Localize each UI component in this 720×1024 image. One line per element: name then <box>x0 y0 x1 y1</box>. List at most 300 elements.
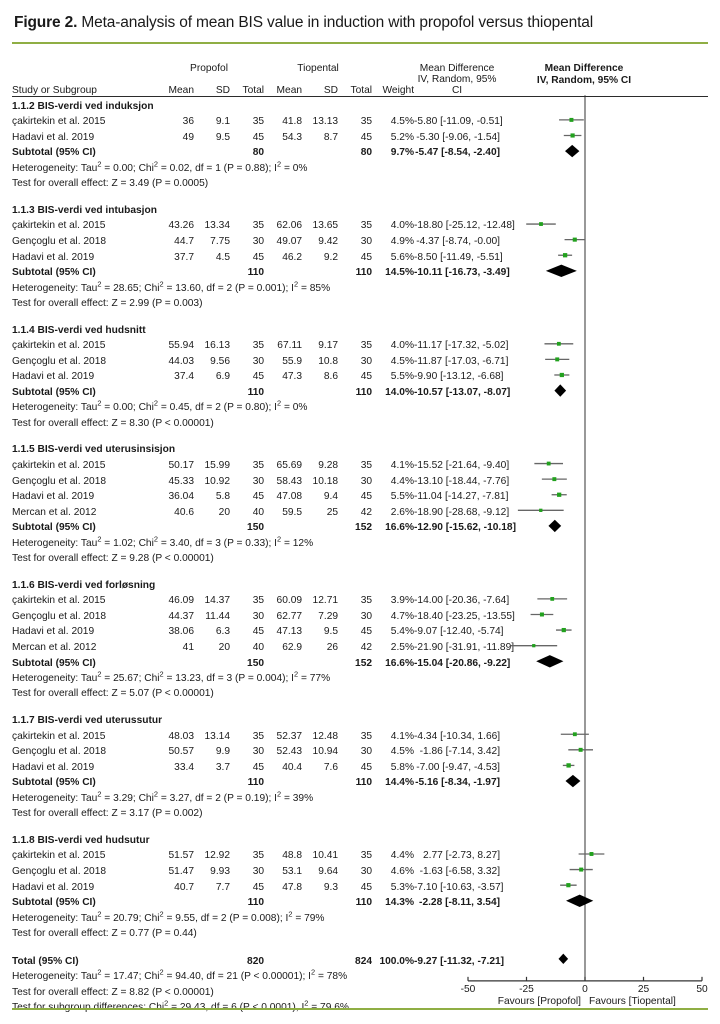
subtotal-mean-difference: -2.28 [-8.11, 3.54] <box>419 897 501 909</box>
study-sd-tiopental: 12.48 <box>312 730 339 742</box>
subgroup-label: 1.1.7 BIS-verdi ved uterussutur <box>12 715 163 727</box>
study-total-propofol: 35 <box>252 730 265 742</box>
study-sd-tiopental: 10.18 <box>312 475 339 487</box>
effect-estimate-marker <box>562 628 566 632</box>
study-mean-difference: -9.90 [-13.12, -6.68] <box>414 371 504 383</box>
subgroup-overall-effect-1.1.3 <box>12 294 500 309</box>
subtotal-total-tiopental: 152 <box>355 522 373 534</box>
study-mean-propofol: 44.03 <box>168 355 194 367</box>
table-row <box>12 487 500 503</box>
table-column-header-row <box>12 74 500 96</box>
study-total-tiopental: 35 <box>360 340 373 352</box>
subtotal-row <box>12 893 500 909</box>
column-header-study: Study or Subgroup <box>12 84 97 96</box>
spacer-cell <box>12 699 500 710</box>
study-mean-tiopental: 46.2 <box>282 251 303 263</box>
subtotal-row <box>12 773 500 789</box>
study-total-tiopental: 45 <box>360 491 373 503</box>
subgroup-overall-effect-1.1.2 <box>12 174 500 189</box>
study-sd-tiopental: 9.2 <box>323 251 339 263</box>
study-total-propofol: 45 <box>252 491 265 503</box>
group-header-propofol: Propofol <box>190 62 228 74</box>
study-mean-propofol: 44.37 <box>168 610 194 622</box>
study-total-propofol: 35 <box>252 459 265 471</box>
column-header-weight: Weight <box>382 84 415 96</box>
subtotal-mean-difference: -15.04 [-20.86, -9.22] <box>414 657 511 669</box>
effect-estimate-marker <box>555 357 559 361</box>
study-sd-tiopental: 9.64 <box>318 865 339 877</box>
study-mean-tiopental: 58.43 <box>276 475 303 487</box>
total-subgroup-differences-text: $^2$ $^2$ <box>164 998 309 1008</box>
study-mean-difference: -15.52 [-21.64, -9.40] <box>414 459 510 471</box>
forest-table-panel <box>12 62 516 1014</box>
study-mean-tiopental: 62.06 <box>276 220 303 232</box>
study-sd-propofol: 20 <box>218 506 230 518</box>
forest-plot-panel <box>460 62 708 1007</box>
effect-estimate-marker <box>557 492 561 496</box>
study-mean-propofol: 48.03 <box>168 730 194 742</box>
subtotal-total-tiopental: 110 <box>355 267 373 279</box>
column-header-sd-propofol: SD <box>215 84 230 96</box>
table-group-header-row <box>12 63 500 74</box>
study-mean-propofol: 43.26 <box>168 220 194 232</box>
study-total-tiopental: 30 <box>360 236 373 248</box>
study-mean-difference: -18.80 [-25.12, -12.48] <box>414 220 515 232</box>
subgroup-overall-effect-1.1.6 <box>12 684 500 699</box>
subtotal-sd-propofol <box>194 653 230 669</box>
study-sd-propofol: 9.1 <box>215 116 230 128</box>
study-sd-tiopental: 26 <box>326 642 339 654</box>
table-row <box>12 637 500 653</box>
subtotal-mean-propofol <box>154 143 194 159</box>
study-sd-propofol: 12.92 <box>204 850 230 862</box>
subtotal-mean-propofol <box>154 653 194 669</box>
table-spacer-row <box>12 699 500 710</box>
study-mean-propofol: 36.04 <box>168 491 194 503</box>
table-row <box>12 742 500 758</box>
study-mean-difference: -7.00 [-9.47, -4.53] <box>416 761 501 773</box>
effect-estimate-marker <box>532 644 535 647</box>
study-mean-propofol: 44.7 <box>174 236 194 248</box>
study-mean-propofol: 38.06 <box>168 626 194 638</box>
study-sd-tiopental: 9.4 <box>323 491 339 503</box>
plot-header-mean-difference: Mean Difference <box>544 62 624 74</box>
figure-label: Figure 2. <box>14 14 78 31</box>
study-sd-propofol: 9.9 <box>215 746 230 758</box>
bottom-divider <box>12 1008 708 1010</box>
subtotal-label: Subtotal (95% CI) <box>12 657 96 669</box>
subgroup-heterogeneity-1.1.7 <box>12 788 500 803</box>
spacer-cell <box>12 189 500 200</box>
study-weight: 4.4% <box>390 850 415 862</box>
study-mean-propofol: 45.33 <box>168 475 194 487</box>
effect-estimate-marker <box>560 372 564 376</box>
table-row <box>12 127 500 143</box>
study-mean-tiopental: 62.77 <box>276 610 303 622</box>
effect-estimate-marker <box>539 222 543 226</box>
total-heterogeneity-text: Heterogeneity: Tau$^2$ = 17.47; Chi$^2$ = 94.40, df = 21 (P < 0.00001); $I^2 = 78\%$ <box>12 967 348 983</box>
table-row <box>12 622 500 638</box>
forest-table-body <box>12 96 516 1013</box>
total-total-tiopental: 824 <box>355 955 373 967</box>
study-name: Hadavi et al. 2019 <box>12 251 95 263</box>
subtotal-label: Subtotal (95% CI) <box>12 386 96 398</box>
study-total-tiopental: 45 <box>360 626 373 638</box>
subgroup-overall-effect-1.1.5 <box>12 549 500 564</box>
study-total-propofol: 40 <box>252 642 265 654</box>
study-name: çakirtekin et al. 2015 <box>12 459 106 471</box>
study-total-propofol: 45 <box>252 626 265 638</box>
subtotal-sd-tiopental <box>302 382 338 398</box>
total-subgroup-differences <box>12 998 500 1013</box>
subtotal-label: Subtotal (95% CI) <box>12 147 96 159</box>
study-mean-propofol: 49 <box>182 131 194 143</box>
favours-propofol-label: Favours [Propofol] <box>497 995 581 1007</box>
effect-estimate-marker <box>563 253 567 257</box>
subtotal-effect-diamond <box>546 264 577 276</box>
study-mean-difference: -9.07 [-12.40, -5.74] <box>414 626 504 638</box>
axis-tick-label-50: 50 <box>696 983 708 995</box>
forest-table <box>12 62 516 1014</box>
study-sd-propofol: 9.56 <box>210 355 230 367</box>
subtotal-mean-tiopental <box>264 773 302 789</box>
study-name: Mercan et al. 2012 <box>12 506 97 518</box>
effect-estimate-marker <box>569 118 573 122</box>
favours-tiopental-label: Favours [Tiopental] <box>589 995 676 1007</box>
study-sd-propofol: 16.13 <box>204 340 230 352</box>
study-mean-tiopental: 59.5 <box>282 506 303 518</box>
study-total-tiopental: 45 <box>360 761 373 773</box>
subtotal-weight: 16.6% <box>385 522 415 534</box>
subgroup-heterogeneity-1.1.7-text: Heterogeneity: Tau$^2$ = 3.29; Chi$^2$ = 3.27, df = 2 (P = 0.19); $I^2 = 39\%$ <box>12 789 314 804</box>
study-mean-tiopental: 52.37 <box>276 730 303 742</box>
subtotal-effect-diamond <box>548 519 561 531</box>
axis-tick-label--50: -50 <box>460 983 476 995</box>
subtotal-total-propofol: 150 <box>247 657 265 669</box>
study-total-propofol: 30 <box>252 746 265 758</box>
study-weight: 2.6% <box>390 506 415 518</box>
study-weight: 5.4% <box>390 626 415 638</box>
subtotal-mean-propofol <box>154 893 194 909</box>
plot-header-block <box>460 63 708 86</box>
study-name: Gençoglu et al. 2018 <box>12 610 107 622</box>
subtotal-effect-diamond <box>566 894 593 906</box>
effect-estimate-marker <box>539 508 542 511</box>
subtotal-effect-diamond <box>554 384 566 396</box>
subtotal-total-tiopental: 80 <box>360 147 373 159</box>
subtotal-total-propofol: 110 <box>247 897 265 909</box>
subgroup-overall-effect-1.1.8-text: Test for overall effect: Z = 0.77 (P = 0.44) <box>12 927 197 939</box>
study-total-propofol: 40 <box>252 506 265 518</box>
spacer-cell <box>12 429 500 440</box>
effect-estimate-marker <box>573 732 577 736</box>
subgroup-header-1.1.7 <box>12 710 500 726</box>
table-row <box>12 216 500 232</box>
study-weight: 4.7% <box>390 610 415 622</box>
study-mean-tiopental: 60.09 <box>276 595 303 607</box>
subtotal-sd-propofol <box>194 143 230 159</box>
subgroup-label: 1.1.2 BIS-verdi ved induksjon <box>12 100 154 112</box>
table-row <box>12 757 500 773</box>
study-total-tiopental: 30 <box>360 355 373 367</box>
subgroup-label: 1.1.4 BIS-verdi ved hudsnitt <box>12 324 146 336</box>
column-header-md-model: IV, Random, 95% CI <box>417 73 497 96</box>
study-mean-tiopental: 52.43 <box>276 746 303 758</box>
study-sd-tiopental: 9.5 <box>323 626 339 638</box>
effect-estimate-marker <box>566 883 570 887</box>
subtotal-total-propofol: 150 <box>247 522 265 534</box>
subgroup-overall-effect-1.1.4 <box>12 413 500 428</box>
study-total-tiopental: 35 <box>360 116 373 128</box>
study-mean-difference: -4.34 [-10.34, 1.66] <box>414 730 501 742</box>
study-total-propofol: 35 <box>252 850 265 862</box>
study-mean-propofol: 46.09 <box>168 595 194 607</box>
study-sd-tiopental: 10.94 <box>312 746 339 758</box>
spacer-cell <box>12 939 500 950</box>
subtotal-mean-propofol <box>154 382 194 398</box>
study-name: çakirtekin et al. 2015 <box>12 850 106 862</box>
spacer-cell <box>12 564 500 575</box>
effect-estimate-marker <box>590 852 594 856</box>
subtotal-row <box>12 518 500 534</box>
table-spacer-row <box>12 189 500 200</box>
table-spacer-row <box>12 429 500 440</box>
study-sd-tiopental: 9.42 <box>318 236 339 248</box>
table-row <box>12 231 500 247</box>
study-weight: 4.1% <box>390 459 415 471</box>
study-mean-tiopental: 53.1 <box>282 865 303 877</box>
total-label: Total (95% CI) <box>12 955 79 967</box>
study-mean-difference: -8.50 [-11.49, -5.51] <box>414 251 503 263</box>
study-total-propofol: 45 <box>252 761 265 773</box>
group-header-tiopental: Tiopental <box>297 62 339 74</box>
study-mean-difference: -13.10 [-18.44, -7.76] <box>414 475 510 487</box>
study-total-tiopental: 42 <box>360 506 373 518</box>
subtotal-weight: 14.0% <box>385 386 415 398</box>
study-mean-difference: -1.86 [-7.14, 3.42] <box>419 746 501 758</box>
total-heterogeneity <box>12 967 500 982</box>
subtotal-mean-tiopental <box>264 518 302 534</box>
subtotal-mean-difference: -5.16 [-8.34, -1.97] <box>415 777 501 789</box>
study-total-propofol: 45 <box>252 251 265 263</box>
study-mean-propofol: 37.7 <box>174 251 194 263</box>
subgroup-header-1.1.8 <box>12 830 500 846</box>
study-mean-tiopental: 47.3 <box>282 371 303 383</box>
study-mean-tiopental: 65.69 <box>276 459 303 471</box>
subtotal-mean-tiopental <box>264 263 302 279</box>
study-mean-propofol: 36 <box>182 116 194 128</box>
study-total-tiopental: 35 <box>360 595 373 607</box>
subgroup-overall-effect-1.1.5-text: Test for overall effect: Z = 9.28 (P < 0.00001) <box>12 553 214 565</box>
study-weight: 2.5% <box>390 642 415 654</box>
total-mean-tiopental <box>264 950 302 967</box>
study-sd-propofol: 14.37 <box>204 595 230 607</box>
page-title <box>14 14 706 33</box>
study-total-tiopental: 30 <box>360 475 373 487</box>
study-name: Hadavi et al. 2019 <box>12 491 95 503</box>
subtotal-total-propofol: 110 <box>247 267 265 279</box>
study-mean-difference: -4.37 [-8.74, -0.00] <box>416 236 501 248</box>
subgroup-heterogeneity-1.1.5-text: Heterogeneity: Tau$^2$ = 1.02; Chi$^2$ = 3.40, df = 3 (P = 0.33); $I^2 = 12\%$ <box>12 534 314 549</box>
study-weight: 4.5% <box>390 116 415 128</box>
study-total-propofol: 35 <box>252 220 265 232</box>
subtotal-sd-tiopental <box>302 518 338 534</box>
effect-estimate-marker <box>550 597 554 601</box>
subtotal-mean-tiopental <box>264 653 302 669</box>
subtotal-label: Subtotal (95% CI) <box>12 267 96 279</box>
study-total-propofol: 30 <box>252 865 265 877</box>
table-row <box>12 471 500 487</box>
study-name: Hadavi et al. 2019 <box>12 371 95 383</box>
study-total-propofol: 30 <box>252 355 265 367</box>
subgroup-overall-effect-1.1.8 <box>12 924 500 939</box>
axis-tick-label--25: -25 <box>519 983 534 995</box>
column-header-total-tiopental: Total <box>350 84 373 96</box>
study-sd-tiopental: 12.71 <box>312 595 339 607</box>
study-mean-tiopental: 62.9 <box>282 642 303 654</box>
subtotal-sd-propofol <box>194 893 230 909</box>
study-weight: 4.4% <box>390 475 415 487</box>
study-sd-tiopental: 25 <box>326 506 339 518</box>
study-total-propofol: 35 <box>252 340 265 352</box>
study-weight: 4.0% <box>390 220 415 232</box>
subgroup-header-1.1.3 <box>12 200 500 216</box>
table-row <box>12 591 500 607</box>
study-mean-difference: -14.00 [-20.36, -7.64] <box>414 595 510 607</box>
study-sd-propofol: 6.3 <box>215 626 230 638</box>
subtotal-mean-difference: -10.11 [-16.73, -3.49] <box>414 267 510 279</box>
figure-title-block <box>0 0 720 33</box>
table-spacer-row <box>12 309 500 320</box>
table-row <box>12 861 500 877</box>
study-total-tiopental: 45 <box>360 881 373 893</box>
study-mean-tiopental: 49.07 <box>276 236 303 248</box>
subtotal-mean-propofol <box>154 518 194 534</box>
subtotal-total-tiopental: 152 <box>355 657 373 669</box>
subgroup-overall-effect-1.1.4-text: Test for overall effect: Z = 8.30 (P < 0.00001) <box>12 417 214 429</box>
subtotal-sd-tiopental <box>302 143 338 159</box>
subgroup-header-1.1.2 <box>12 96 500 112</box>
effect-estimate-marker <box>571 133 575 137</box>
subgroup-label: 1.1.3 BIS-verdi ved intubasjon <box>12 204 157 216</box>
subtotal-effect-diamond <box>565 144 579 156</box>
study-sd-tiopental: 8.6 <box>323 371 339 383</box>
study-mean-propofol: 51.57 <box>168 850 194 862</box>
study-mean-propofol: 33.4 <box>174 761 194 773</box>
study-mean-difference: -18.90 [-28.68, -9.12] <box>414 506 510 518</box>
total-sd-tiopental <box>302 950 338 967</box>
study-name: Gençoglu et al. 2018 <box>12 355 107 367</box>
subtotal-mean-propofol <box>154 263 194 279</box>
study-sd-propofol: 9.93 <box>210 865 230 877</box>
subtotal-sd-tiopental <box>302 653 338 669</box>
study-name: Mercan et al. 2012 <box>12 642 97 654</box>
subtotal-total-tiopental: 110 <box>355 897 373 909</box>
study-sd-tiopental: 9.17 <box>318 340 339 352</box>
study-total-tiopental: 45 <box>360 131 373 143</box>
subgroup-heterogeneity-1.1.3-text: Heterogeneity: Tau$^2$ = 28.65; Chi$^2$ = 13.60, df = 2 (P = 0.001); $I^2 = 85\%$ <box>12 279 331 294</box>
column-header-mean-propofol: Mean <box>168 84 194 96</box>
subgroup-label: 1.1.5 BIS-verdi ved uterusinsisjon <box>12 444 176 456</box>
total-weight: 100.0% <box>379 955 415 967</box>
study-name: Gençoglu et al. 2018 <box>12 475 107 487</box>
study-mean-tiopental: 47.08 <box>276 491 303 503</box>
study-weight: 5.6% <box>390 251 415 263</box>
study-weight: 5.3% <box>390 881 415 893</box>
study-name: Gençoglu et al. 2018 <box>12 865 107 877</box>
subtotal-row <box>12 263 500 279</box>
study-mean-tiopental: 54.3 <box>282 131 303 143</box>
forest-plot-figure <box>0 62 720 1008</box>
subtotal-label: Subtotal (95% CI) <box>12 897 96 909</box>
subtotal-weight: 16.6% <box>385 657 415 669</box>
study-sd-propofol: 20 <box>218 642 230 654</box>
subtotal-weight: 9.7% <box>390 147 415 159</box>
subtotal-total-tiopental: 110 <box>355 386 373 398</box>
study-weight: 4.9% <box>390 236 415 248</box>
study-mean-propofol: 40.7 <box>174 881 194 893</box>
study-mean-difference: -18.40 [-23.25, -13.55] <box>414 610 515 622</box>
plot-header-md-model: IV, Random, 95% CI <box>536 74 632 86</box>
subgroup-heterogeneity-1.1.2-text: Heterogeneity: Tau$^2$ = 0.00; Chi$^2$ = 0.02, df = 1 (P = 0.88); $I^2 = 0\%$ <box>12 159 308 174</box>
study-mean-difference: -7.10 [-10.63, -3.57] <box>414 881 504 893</box>
group-header-spacer <box>12 63 154 74</box>
study-sd-tiopental: 9.3 <box>323 881 339 893</box>
study-sd-tiopental: 13.65 <box>312 220 339 232</box>
total-mean-difference: -9.27 [-11.32, -7.21] <box>414 955 505 967</box>
subgroup-label: 1.1.8 BIS-verdi ved hudsutur <box>12 834 150 846</box>
subtotal-mean-difference: -5.47 [-8.54, -2.40] <box>415 147 501 159</box>
study-sd-propofol: 3.7 <box>215 761 230 773</box>
subgroup-heterogeneity-1.1.5 <box>12 533 500 548</box>
subtotal-sd-propofol <box>194 263 230 279</box>
subtotal-label: Subtotal (95% CI) <box>12 777 96 789</box>
study-sd-tiopental: 9.28 <box>318 459 339 471</box>
subgroup-label: 1.1.6 BIS-verdi ved forløsning <box>12 579 156 591</box>
subgroup-heterogeneity-1.1.4 <box>12 398 500 413</box>
study-total-propofol: 30 <box>252 475 265 487</box>
study-name: çakirtekin et al. 2015 <box>12 595 106 607</box>
study-mean-tiopental: 55.9 <box>282 355 303 367</box>
column-header-sd-tiopental: SD <box>323 84 339 96</box>
axis-tick-label-0: 0 <box>582 983 588 995</box>
subtotal-mean-propofol <box>154 773 194 789</box>
subtotal-sd-propofol <box>194 382 230 398</box>
study-total-tiopental: 35 <box>360 459 373 471</box>
subgroup-header-1.1.4 <box>12 320 500 336</box>
study-mean-difference: -21.90 [-31.91, -11.89] <box>414 642 515 654</box>
study-name: Gençoglu et al. 2018 <box>12 236 107 248</box>
subtotal-row <box>12 143 500 159</box>
study-name: Hadavi et al. 2019 <box>12 761 95 773</box>
study-mean-difference: -11.17 [-17.32, -5.02] <box>414 340 509 352</box>
study-name: çakirtekin et al. 2015 <box>12 340 106 352</box>
subgroup-header-1.1.5 <box>12 440 500 456</box>
table-spacer-row <box>12 564 500 575</box>
study-mean-propofol: 40.6 <box>174 506 194 518</box>
study-mean-tiopental: 41.8 <box>282 116 303 128</box>
table-row <box>12 606 500 622</box>
study-sd-propofol: 11.44 <box>205 610 230 622</box>
subtotal-total-tiopental: 110 <box>355 777 373 789</box>
study-sd-propofol: 13.34 <box>204 220 230 232</box>
study-total-tiopental: 35 <box>360 220 373 232</box>
subtotal-mean-tiopental <box>264 382 302 398</box>
study-sd-propofol: 9.5 <box>215 131 230 143</box>
study-name: çakirtekin et al. 2015 <box>12 220 106 232</box>
total-total-propofol: 820 <box>247 955 265 967</box>
study-mean-difference: -11.87 [-17.03, -6.71] <box>414 355 509 367</box>
